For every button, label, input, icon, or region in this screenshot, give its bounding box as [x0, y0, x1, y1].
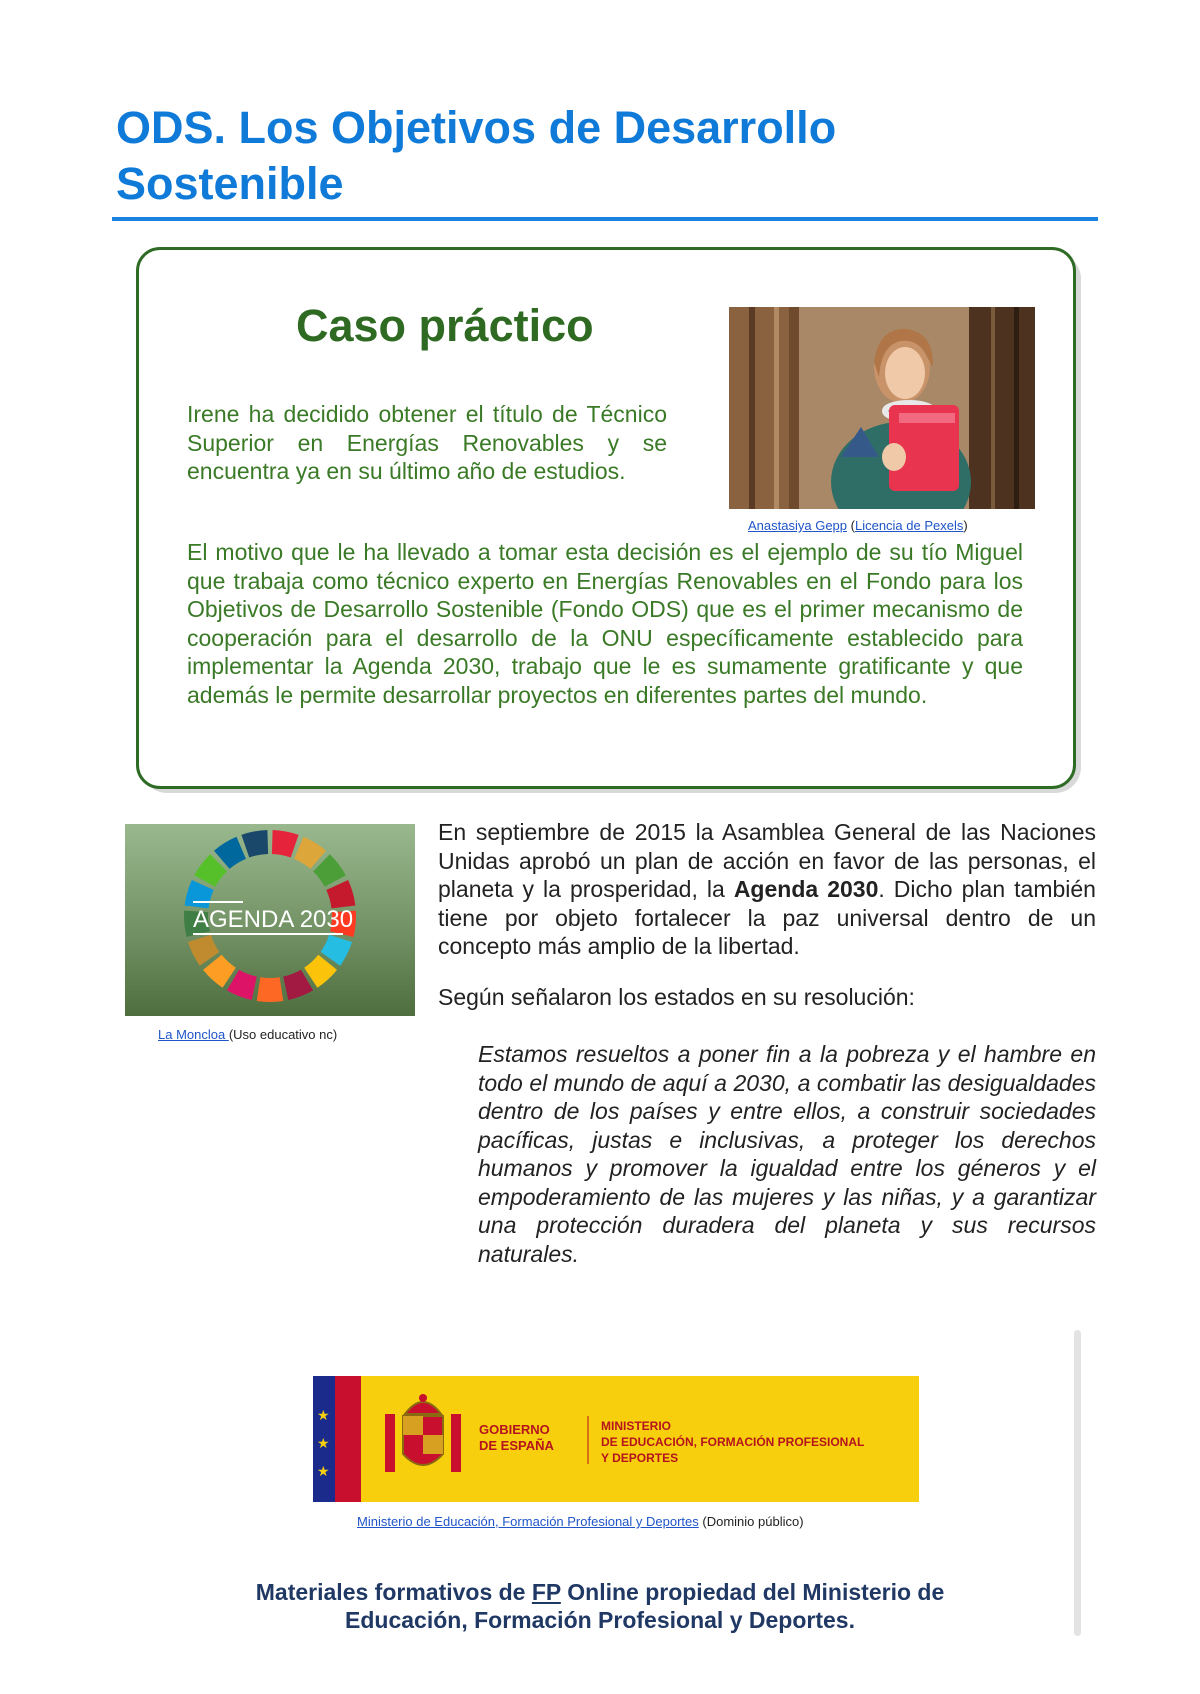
case-study-body: El motivo que le ha llevado a tomar esta decisión es el ejemplo de su tío Miguel que trabaja como técnico experto en Energías Renovables en el Fondo para los Objetivos de Desarrollo Sostenible (Fondo ODS) que es el primer mecanismo de cooperación para el desarrollo de la ONU específicamente establecido para implementar la Agenda 2030, trabajo que le es sumamente gratificante y que además le permite desarrollar proyectos en diferentes partes del mundo.	[187, 539, 1023, 708]
agenda-credit-link[interactable]: La Moncloa	[158, 1027, 229, 1042]
svg-text:★: ★	[317, 1408, 330, 1424]
photo-credit	[748, 518, 968, 533]
agenda-2030-wheel	[125, 824, 415, 1016]
page-title	[116, 100, 1016, 212]
svg-text:★: ★	[317, 1436, 330, 1452]
student-photo-illustration	[729, 307, 1035, 509]
intro-paragraph	[438, 818, 1096, 961]
svg-text:★: ★	[317, 1464, 330, 1480]
footer-notice	[230, 1578, 970, 1634]
logo-min-line1: MINISTERIO	[601, 1419, 672, 1433]
intro-text-b: . Dicho plan también tiene por objeto fortalecer la paz universal dentro de un concepto más amplio de la libertad.	[438, 876, 1096, 959]
government-logo	[313, 1376, 919, 1502]
agenda-2030-image	[125, 824, 415, 1016]
page-title-line1: ODS. Los Objetivos de Desarrollo	[116, 102, 837, 153]
photo-credit-paren-open: (	[847, 518, 855, 533]
logo-gov-line1: GOBIERNO	[479, 1422, 550, 1437]
student-photo	[729, 307, 1035, 509]
logo-credit-link[interactable]: Ministerio de Educación, Formación Profesional y Deportes	[357, 1514, 699, 1529]
resolution-intro: Según señalaron los estados en su resolución:	[438, 984, 915, 1010]
photo-license-link[interactable]: Licencia de Pexels	[854, 518, 964, 533]
footer-text-b: Online propiedad del Ministerio de	[560, 1579, 945, 1605]
agenda-credit	[158, 1027, 337, 1042]
photo-author-link[interactable]: Anastasiya Gepp	[748, 518, 848, 533]
logo-min-line3: Y DEPORTES	[601, 1451, 679, 1465]
photo-credit-paren-close: )	[963, 518, 968, 533]
case-study-intro: Irene ha decidido obtener el título de Técnico Superior en Energías Renovables y se encuentra ya en su último año de estudios.	[187, 401, 667, 484]
case-study-title: Caso práctico	[296, 300, 594, 351]
ministry-logo-graphic	[313, 1376, 919, 1502]
resolution-quote: Estamos resueltos a poner fin a la pobreza y el hambre en todo el mundo de aquí a 2030, a combatir las desigualdades dentro de los países y entre ellos, a construir sociedades pacíficas, justas e inclusivas, a proteger los derechos humanos y promover la igualdad entre los géneros y el empoderamiento de las mujeres y las niñas, y a garantizar una protección duradera del planeta y sus recursos naturales.	[478, 1041, 1096, 1267]
logo-credit-license: (Dominio público)	[698, 1514, 804, 1529]
intro-text-a: En septiembre de 2015 la Asamblea General de las Naciones Unidas aprobó un plan de acción en favor de las personas, el planeta y la prosperidad, la	[438, 819, 1096, 902]
footer-fp-abbr: FP	[531, 1579, 561, 1605]
decorative-side-line	[1074, 1330, 1081, 1636]
agenda-image-text: AGENDA 2030	[193, 906, 354, 933]
logo-min-line2: DE EDUCACIÓN, FORMACIÓN PROFESIONAL	[601, 1435, 865, 1449]
logo-gov-line2: DE ESPAÑA	[479, 1438, 554, 1453]
logo-credit	[357, 1514, 804, 1529]
footer-text-a: Materiales formativos de	[255, 1579, 532, 1605]
page-title-line2: Sostenible	[116, 158, 344, 209]
title-divider	[112, 217, 1098, 221]
agenda-credit-license: (Uso educativo nc)	[228, 1027, 338, 1042]
agenda-2030-bold: Agenda 2030	[733, 876, 879, 902]
sdg-wheel-segment	[257, 977, 284, 1002]
footer-text-line2: Educación, Formación Profesional y Deportes.	[345, 1607, 855, 1633]
